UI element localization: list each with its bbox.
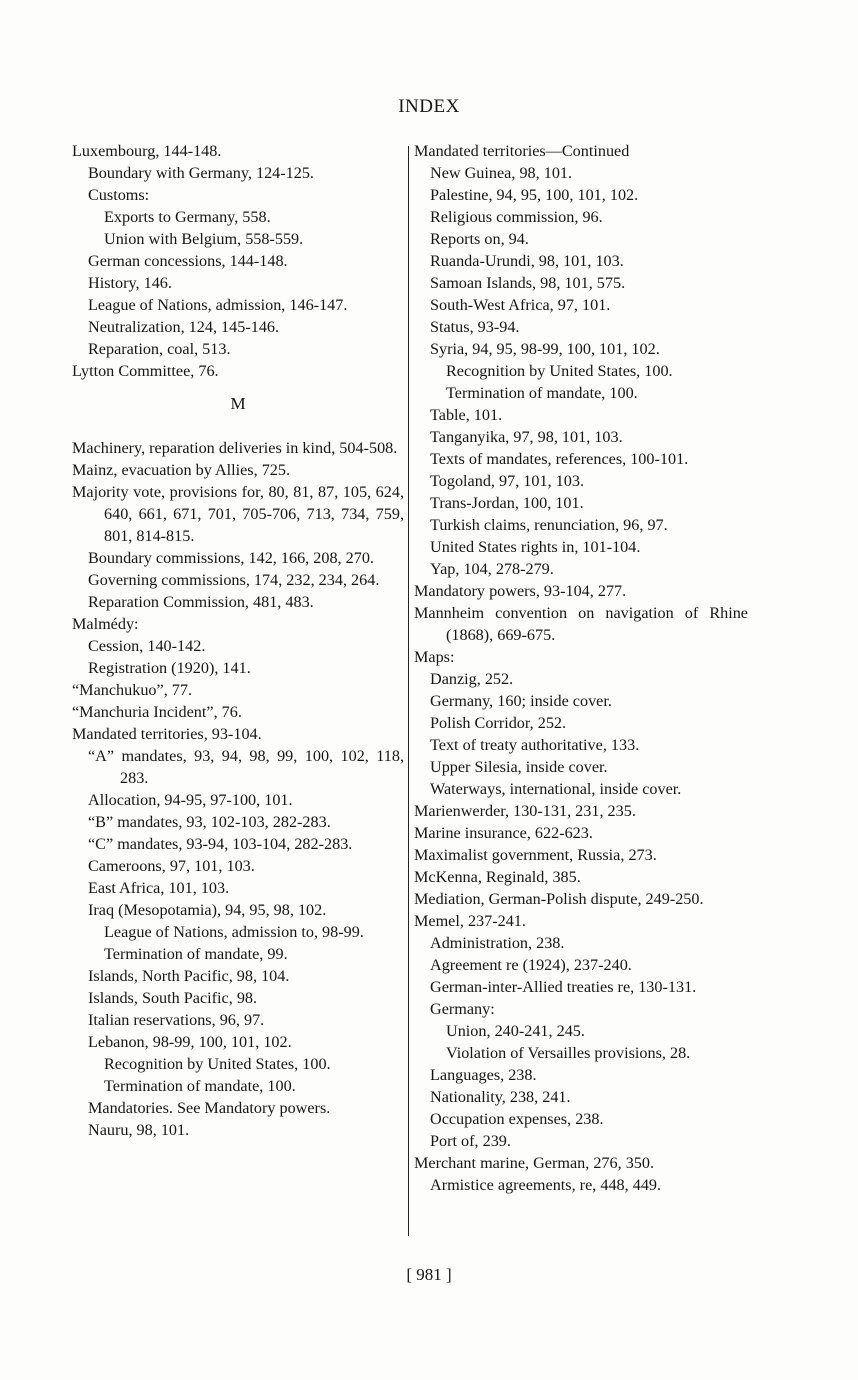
index-entry: League of Nations, admission, 146-147. <box>88 296 348 314</box>
index-entry: Islands, South Pacific, 98. <box>88 989 258 1007</box>
index-entry: Allocation, 94-95, 97-100, 101. <box>88 791 293 809</box>
index-entry: Armistice agreements, re, 448, 449. <box>430 1176 662 1194</box>
column-divider <box>408 146 409 1236</box>
index-entry: Cession, 140-142. <box>88 637 206 655</box>
index-entry: Ruanda-Urundi, 98, 101, 103. <box>430 252 624 270</box>
index-entry: Recognition by United States, 100. <box>104 1055 331 1073</box>
index-entry: Agreement re (1924), 237-240. <box>430 956 632 974</box>
index-entry: German-inter-Allied treaties re, 130-131. <box>430 978 697 996</box>
index-entry: Tanganyika, 97, 98, 101, 103. <box>430 428 623 446</box>
index-entry: Exports to Germany, 558. <box>104 208 271 226</box>
index-entry: Germany, 160; inside cover. <box>430 692 612 710</box>
index-entry: History, 146. <box>88 274 172 292</box>
index-entry: Luxembourg, 144-148. <box>72 142 222 160</box>
index-column-right <box>414 140 748 1196</box>
index-entry: Mandatory powers, 93-104, 277. <box>414 582 627 600</box>
index-entry: Texts of mandates, references, 100-101. <box>430 450 689 468</box>
index-entry: Neutralization, 124, 145-146. <box>88 318 280 336</box>
index-entry: Germany: <box>430 1000 495 1018</box>
index-entry: Customs: <box>88 186 150 204</box>
index-entry: Mandatories. See Mandatory powers. <box>88 1099 331 1117</box>
index-entry: McKenna, Reginald, 385. <box>414 868 581 886</box>
index-column-left <box>72 140 404 1141</box>
index-entry: Majority vote, provisions for, 80, 81, 87, 105, 624, 640, 661, 671, 701, 705-706, 713, 734, 759, 801, 814-815. <box>72 483 404 545</box>
index-entry: Maximalist government, Russia, 273. <box>414 846 657 864</box>
index-entry: Violation of Versailles provisions, 28. <box>446 1044 691 1062</box>
index-entry: Machinery, reparation deliveries in kind, 504-508. <box>72 439 398 457</box>
index-entry: Boundary with Germany, 124-125. <box>88 164 314 182</box>
index-entry: Marienwerder, 130-131, 231, 235. <box>414 802 636 820</box>
index-entry: Italian reservations, 96, 97. <box>88 1011 265 1029</box>
index-entry: United States rights in, 101-104. <box>430 538 641 556</box>
index-entry: Religious commission, 96. <box>430 208 603 226</box>
index-entry: “Manchukuo”, 77. <box>72 681 193 699</box>
index-entry: Lytton Committee, 76. <box>72 362 219 380</box>
index-entry: Lebanon, 98-99, 100, 101, 102. <box>88 1033 292 1051</box>
index-entry: Trans-Jordan, 100, 101. <box>430 494 584 512</box>
index-entry: Reparation Commission, 481, 483. <box>88 593 314 611</box>
index-entry: Termination of mandate, 99. <box>104 945 288 963</box>
index-entry: Waterways, international, inside cover. <box>430 780 682 798</box>
index-entry: Administration, 238. <box>430 934 565 952</box>
index-entry: Samoan Islands, 98, 101, 575. <box>430 274 626 292</box>
index-entry: Mandated territories, 93-104. <box>72 725 262 743</box>
index-entry: Togoland, 97, 101, 103. <box>430 472 584 490</box>
index-entry: Cameroons, 97, 101, 103. <box>88 857 255 875</box>
index-entry: Termination of mandate, 100. <box>446 384 638 402</box>
page-title: INDEX <box>398 96 460 117</box>
index-entry: Turkish claims, renunciation, 96, 97. <box>430 516 668 534</box>
index-entry: “Manchuria Incident”, 76. <box>72 703 242 721</box>
index-entry: Iraq (Mesopotamia), 94, 95, 98, 102. <box>88 901 327 919</box>
index-entry: Union with Belgium, 558-559. <box>104 230 304 248</box>
index-entry: Status, 93-94. <box>430 318 520 336</box>
index-entry: Syria, 94, 95, 98-99, 100, 101, 102. <box>430 340 660 358</box>
index-entry: Reparation, coal, 513. <box>88 340 231 358</box>
index-entry: Recognition by United States, 100. <box>446 362 673 380</box>
index-entry: Memel, 237-241. <box>414 912 526 930</box>
index-entry: Reports on, 94. <box>430 230 529 248</box>
index-entry: Termination of mandate, 100. <box>104 1077 296 1095</box>
section-letter-heading: M <box>230 394 246 413</box>
index-entry: Upper Silesia, inside cover. <box>430 758 608 776</box>
index-entry: Boundary commissions, 142, 166, 208, 270. <box>88 549 374 567</box>
index-entry: Mannheim convention on navigation of Rhine (1868), 669-675. <box>414 604 748 644</box>
page-folio: [ 981 ] <box>406 1265 452 1284</box>
index-entry: South-West Africa, 97, 101. <box>430 296 611 314</box>
index-entry: Merchant marine, German, 276, 350. <box>414 1154 655 1172</box>
index-entry: Nationality, 238, 241. <box>430 1088 571 1106</box>
index-entry: Nauru, 98, 101. <box>88 1121 190 1139</box>
index-entry: Marine insurance, 622-623. <box>414 824 593 842</box>
index-entry: “C” mandates, 93-94, 103-104, 282-283. <box>88 835 353 853</box>
index-entry: Islands, North Pacific, 98, 104. <box>88 967 290 985</box>
index-entry: Port of, 239. <box>430 1132 511 1150</box>
index-entry: Danzig, 252. <box>430 670 514 688</box>
index-entry: Palestine, 94, 95, 100, 101, 102. <box>430 186 639 204</box>
index-entry: Occupation expenses, 238. <box>430 1110 604 1128</box>
index-entry: Table, 101. <box>430 406 503 424</box>
index-entry: Malmédy: <box>72 615 139 633</box>
index-entry: East Africa, 101, 103. <box>88 879 230 897</box>
index-entry: New Guinea, 98, 101. <box>430 164 573 182</box>
index-entry: Maps: <box>414 648 455 666</box>
index-entry: Mandated territories—Continued <box>414 142 630 160</box>
index-entry: League of Nations, admission to, 98-99. <box>104 923 364 941</box>
index-entry: Yap, 104, 278-279. <box>430 560 554 578</box>
index-entry: “A” mandates, 93, 94, 98, 99, 100, 102, 118, 283. <box>88 747 404 787</box>
index-entry: Languages, 238. <box>430 1066 537 1084</box>
index-entry: Polish Corridor, 252. <box>430 714 567 732</box>
index-entry: Registration (1920), 141. <box>88 659 251 677</box>
index-entry: German concessions, 144-148. <box>88 252 288 270</box>
index-entry: Text of treaty authoritative, 133. <box>430 736 640 754</box>
index-entry: Governing commissions, 174, 232, 234, 264. <box>88 571 380 589</box>
index-entry: Mediation, German-Polish dispute, 249-250. <box>414 890 704 908</box>
index-entry: Union, 240-241, 245. <box>446 1022 585 1040</box>
index-entry: “B” mandates, 93, 102-103, 282-283. <box>88 813 331 831</box>
index-entry: Mainz, evacuation by Allies, 725. <box>72 461 291 479</box>
